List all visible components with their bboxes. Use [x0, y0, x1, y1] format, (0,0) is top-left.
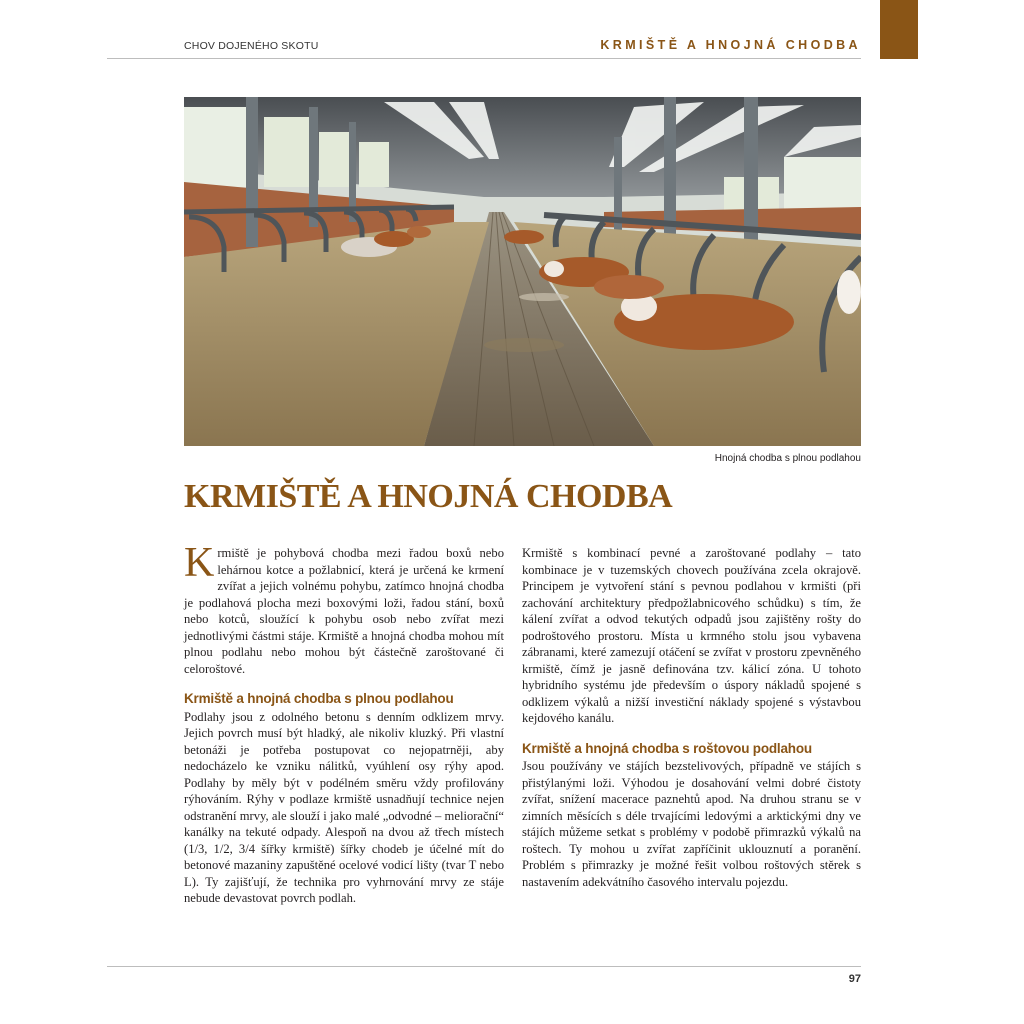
footer-divider — [107, 966, 861, 967]
drop-cap: K — [184, 540, 215, 586]
section-paragraph-solid-floor: Podlahy jsou z odolného betonu s denním odklizem mrvy. Jejich povrch musí být hladký, ale nikoliv kluzký. Při vlastní betonáži je potřeba postupovat co nejopatrněji, aby nedocházelo ke vzniku nálitků, vyúhlení osy rýhy apod. Podlahy by měly být v podélném směru vždy profilovány rýhováním. Rýhy v podlaze krmiště usnadňují technice nejen odstranění mrvy, ale slouží i jako malé „odvodné – meliorační“ kanálky na tekuté odpady. Alespoň na dvou až třech místech (1/3, 1/2, 3/4 šířky krmiště) šířky chodeb je účelné mít do betonové mazaniny zapuštěné ocelové vodicí lišty (tvar T nebo L). Ty zajišťují, že technika pro vyhrnování mrvy ze stáje nebude devastovat povrch podlah. — [184, 709, 504, 905]
text-column-left — [184, 540, 504, 907]
photo-caption: Hnojná chodba s plnou podlahou — [714, 453, 861, 464]
running-header-left: CHOV DOJENÉHO SKOTU — [184, 40, 319, 52]
page-number: 97 — [848, 973, 861, 985]
article-title: KRMIŠTĚ A HNOJNÁ CHODBA — [184, 478, 673, 515]
header-divider — [107, 58, 861, 59]
section-paragraph-combined-floor: Krmiště s kombinací pevné a zaroštované podlahy – tato kombinace je v tuzemských chovech používána zcela okrajově. Principem je vytvoření stání s pevnou podlahou v krmišti (při zachování architektury předpožlabnicového schůdku) s tím, že kálení zvířat a odvod tekutých odpadů jsou zajištěny rošty do podroštového prostoru. Místa u krmného stolu jsou vybavena zábranami, které zamezují otáčení se zvířat v prostoru zpevněného krmiště, čímž je jasně definována tzv. kálicí zóna. U tohoto hybridního systému jde především o úspory nákladů spojené s odklizem výkalů a nižší investiční náklady spojené s výstavbou kejdového kanálu. — [522, 546, 861, 725]
running-header-right: KRMIŠTĚ A HNOJNÁ CHODBA — [600, 38, 861, 52]
text-column-right — [522, 545, 861, 890]
intro-text: rmiště je pohybová chodba mezi řadou boxů nebo lehárnou kotce a požlabnicí, která je určená ke krmení zvířat a jejich volnému pohybu, zatímco hnojná chodba je podlahová plocha mezi boxovými loži, řadou stání, boxů nebo kotců, sloužící k pohybu osob nebo zvířat mezi jednotlivými částmi stáje. Krmiště a hnojná chodba mohou mít plnou podlahu nebo mohou být částečně zaroštované či celoroštové. — [184, 546, 504, 676]
section-heading-slatted-floor: Krmiště a hnojná chodba s roštovou podlahou — [522, 740, 812, 756]
barn-photo-illustration — [184, 97, 861, 446]
barn-photo — [184, 97, 861, 446]
intro-paragraph — [184, 540, 504, 677]
section-heading-solid-floor: Krmiště a hnojná chodba s plnou podlahou — [184, 691, 454, 706]
section-paragraph-slatted-floor: Jsou používány ve stájích bezstelivových, případně ve stájích s přistýlanými loži. Výhodou je dosahování velmi dobré čistoty zvířat, snížení macerace paznehtů apod. Na druhou stranu se v zimních měsících s déle trvajícími ledovými a arktickými dny ve stájích můžeme setkat s problémy v podobě přimrazků výkalů na roštech. Ty mohou u zvířat zapříčinit uklouznutí a poranění. Problém s přimrazky je možné řešit volbou roštových stěrek s nastavením adekvátního časového intervalu pojezdu. — [522, 759, 861, 889]
chapter-tab — [880, 0, 918, 59]
